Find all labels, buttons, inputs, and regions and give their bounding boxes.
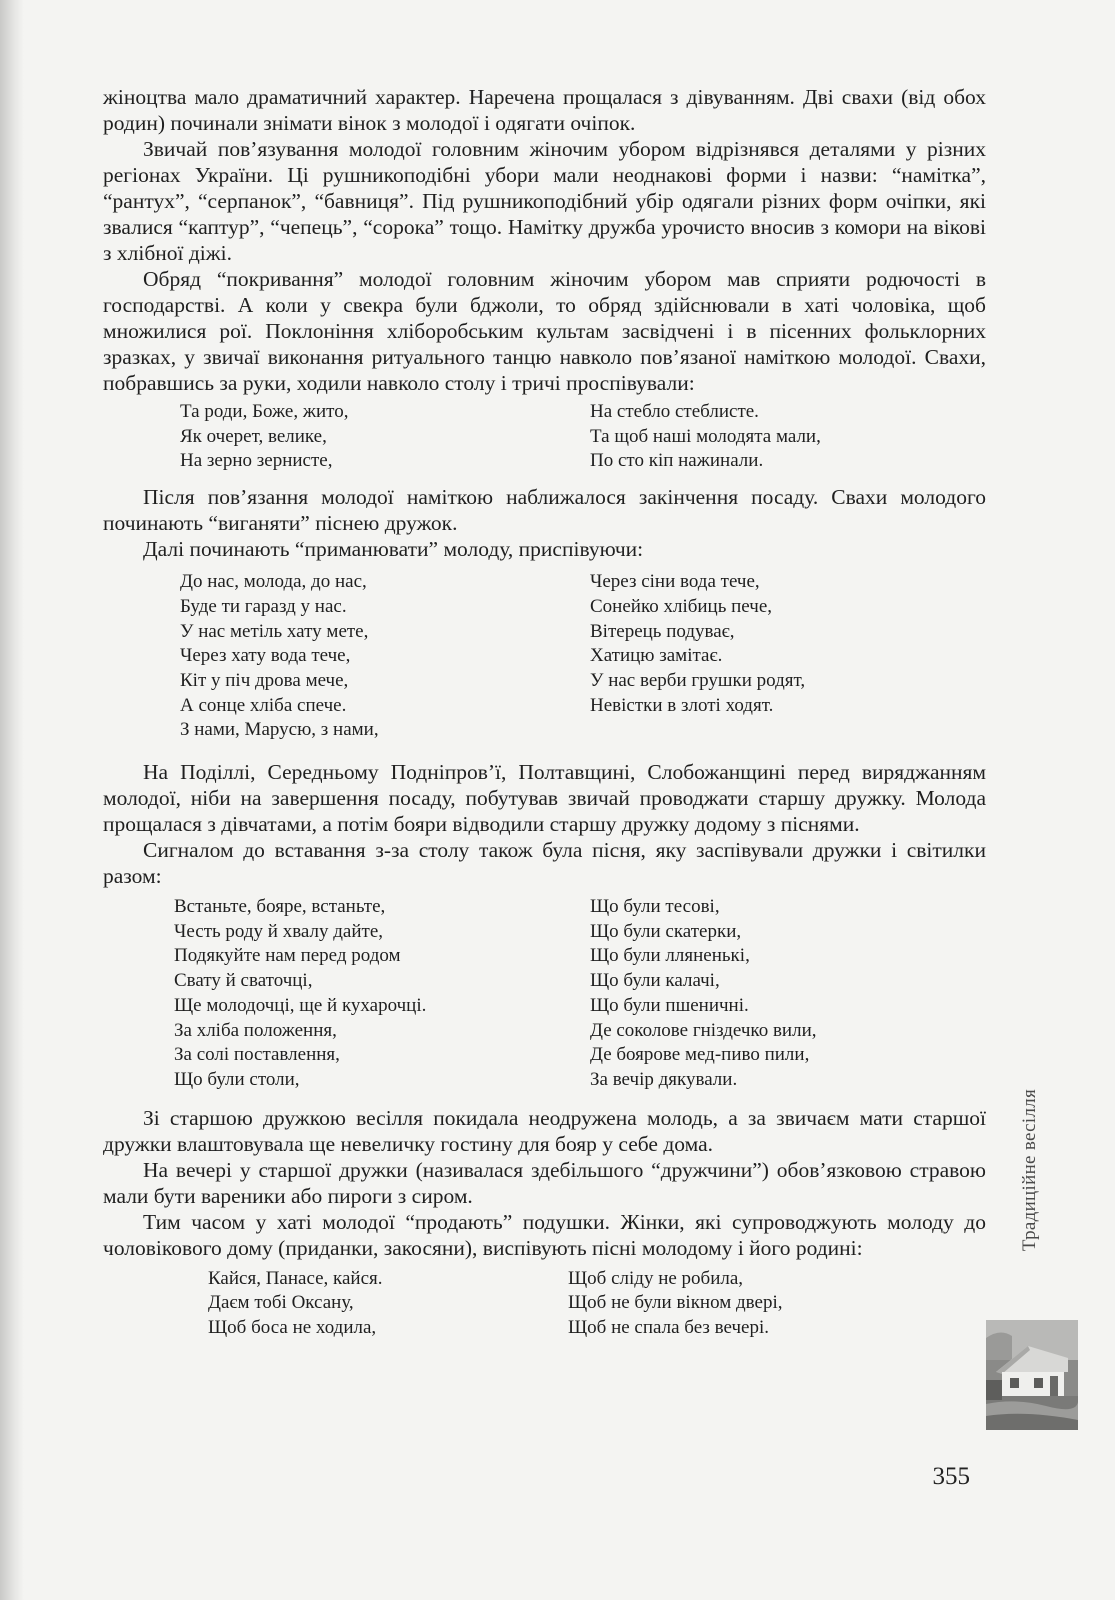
verse-line: Через сіни вода тече, [590, 571, 760, 593]
section-label [1010, 1060, 1050, 1280]
verse-column-left [174, 895, 590, 1093]
paragraph: Далі починають “приманювати” молоду, приспівуючи: [143, 537, 644, 562]
verse-line: У нас метіль хату мете, [180, 620, 369, 642]
verse-line: До нас, молода, до нас, [180, 571, 367, 593]
verse-line: Ще молодочці, ще й кухарочці. [174, 994, 427, 1016]
verse-line: Кайся, Панасе, кайся. [208, 1267, 383, 1289]
verse-column-right [590, 570, 805, 743]
verse-line: На зерно зернисте, [180, 450, 333, 472]
verse-line: Буде ти гаразд у нас. [180, 595, 347, 617]
book-spine-shadow [0, 0, 24, 1600]
verse-column-right [590, 400, 821, 474]
verse-line: Та щоб наші молодята мали, [590, 425, 821, 447]
verse-line: Встаньте, бояре, встаньте, [174, 896, 386, 918]
verse-column-left [180, 400, 590, 474]
verse-line: Честь роду й хвалу дайте, [174, 920, 383, 942]
verse-line: По сто кіп нажинали. [590, 450, 764, 472]
page-text [103, 84, 986, 1351]
verse-line: Подякуйте нам перед родом [174, 945, 401, 967]
verse-line: Та роди, Боже, жито, [180, 401, 349, 422]
verse-line: Як очерет, велике, [180, 425, 327, 447]
paragraph: На вечері у старшої дружки (називалася здебільшого “дружчини”) обов’язковою стравою мали бути вареники або пироги з сиром. [103, 1157, 986, 1208]
verse-block [174, 895, 986, 1093]
paragraph: Тим часом у хаті молодої “продають” подушки. Жінки, які супроводжують молоду до чоловікового дому (приданки, закосяни), виспівують пісні молодому і його родині: [103, 1209, 986, 1260]
verse-line: Вітерець подуває, [590, 620, 735, 642]
verse-line: Щоб сліду не робила, [568, 1267, 744, 1289]
paragraph: Обряд “покривання” молодої головним жіночим убором мав сприяти родючості в господарстві. А коли у свекра були бджоли, то обряд здійснювали в хаті чоловіка, щоб множилися рої. Поклоніння хліборобським культам засвідчені і в пісенних фольклорних зразках, у звичаї виконання ритуального танцю навколо пов’язаної наміткою молодої. Свахи, побравшись за руки, ходили навколо столу і тричі проспівували: [103, 267, 986, 395]
verse-line: У нас верби грушки родят, [590, 669, 806, 691]
verse-line: Даєм тобі Оксану, [208, 1292, 354, 1314]
verse-line: Через хату вода тече, [180, 645, 351, 667]
verse-line: Де боярове мед-пиво пили, [590, 1044, 810, 1066]
verse-line: Сонейко хлібиць пече, [590, 595, 773, 617]
verse-line: За хліба положення, [174, 1019, 337, 1041]
verse-line: Що були пшеничні. [590, 994, 749, 1016]
verse-line: Що були калачі, [590, 970, 720, 992]
section-label-text: Традиційне весілля [1019, 1088, 1041, 1252]
verse-line: Що були скатерки, [590, 920, 742, 942]
paragraph: Зі старшою дружкою весілля покидала неодружена молодь, а за звичаєм мати старшої дружки влаштовувала ще невеличку гостину для бояр у себе дома. [103, 1105, 986, 1156]
verse-block [208, 1267, 986, 1341]
verse-column-left [208, 1267, 568, 1341]
verse-line: Що були лляненькі, [590, 945, 750, 967]
verse-line: Щоб не спала без вечері. [568, 1317, 769, 1339]
verse-line: Невістки в злоті ходят. [590, 694, 774, 716]
verse-line: А сонце хліба спече. [180, 694, 347, 716]
verse-line: Що були тесові, [590, 896, 720, 918]
verse-column-left [180, 570, 590, 743]
verse-line: З нами, Марусю, з нами, [180, 719, 379, 741]
verse-line: Кіт у піч дрова мече, [180, 669, 349, 691]
paragraph: На Поділлі, Середньому Подніпров’ї, Полтавщині, Слобожанщині перед виряджанням молодої, ніби на завершення посаду, побутував звичай проводжати старшу дружку. Молода прощалася з дівчатами, а потім бояри відводили старшу дружку додому з піснями. [103, 760, 986, 837]
verse-line: Де соколове гніздечко вили, [590, 1019, 817, 1041]
page-number: 355 [932, 1463, 970, 1490]
verse-column-right [568, 1267, 783, 1341]
verse-line: На стебло стеблисте. [590, 401, 759, 422]
paragraph: Звичай пов’язування молодої головним жіночим убором відрізнявся деталями у різних регіонах України. Ці рушникоподібні убори мали неоднакові форми і назви: “намітка”, “рантух”, “серпанок”, “бавниця”. Під рушникоподібний убір одягали різних форм очіпки, які звалися “каптур”, “чепець”, “сорока” тощо. Намітку дружба урочисто вносив з комори на вікові з хлібної діжі. [103, 137, 986, 265]
verse-line: За вечір дякували. [590, 1068, 738, 1090]
verse-block [180, 400, 986, 474]
verse-line: Свату й сваточці, [174, 970, 313, 992]
verse-block [180, 570, 986, 743]
paragraph: жіноцтва мало драматичний характер. Наречена прощалася з дівуванням. Дві свахи (від обох родин) починали знімати вінок з молодої і одягати очіпок. [103, 85, 986, 135]
verse-line: За солі поставлення, [174, 1044, 340, 1066]
verse-line: Що були столи, [174, 1068, 300, 1090]
verse-line: Хатицю замітає. [590, 645, 723, 667]
paragraph: Після пов’язання молодої наміткою наближалося закінчення посаду. Свахи молодого починають “виганяти” піснею дружок. [103, 485, 986, 536]
village-house-icon [986, 1320, 1078, 1430]
verse-line: Щоб не були вікном двері, [568, 1292, 783, 1314]
paragraph: Сигналом до вставання з-за столу також була пісня, яку заспівували дружки і світилки разом: [103, 838, 986, 889]
verse-line: Щоб боса не ходила, [208, 1317, 377, 1339]
verse-column-right [590, 895, 817, 1093]
